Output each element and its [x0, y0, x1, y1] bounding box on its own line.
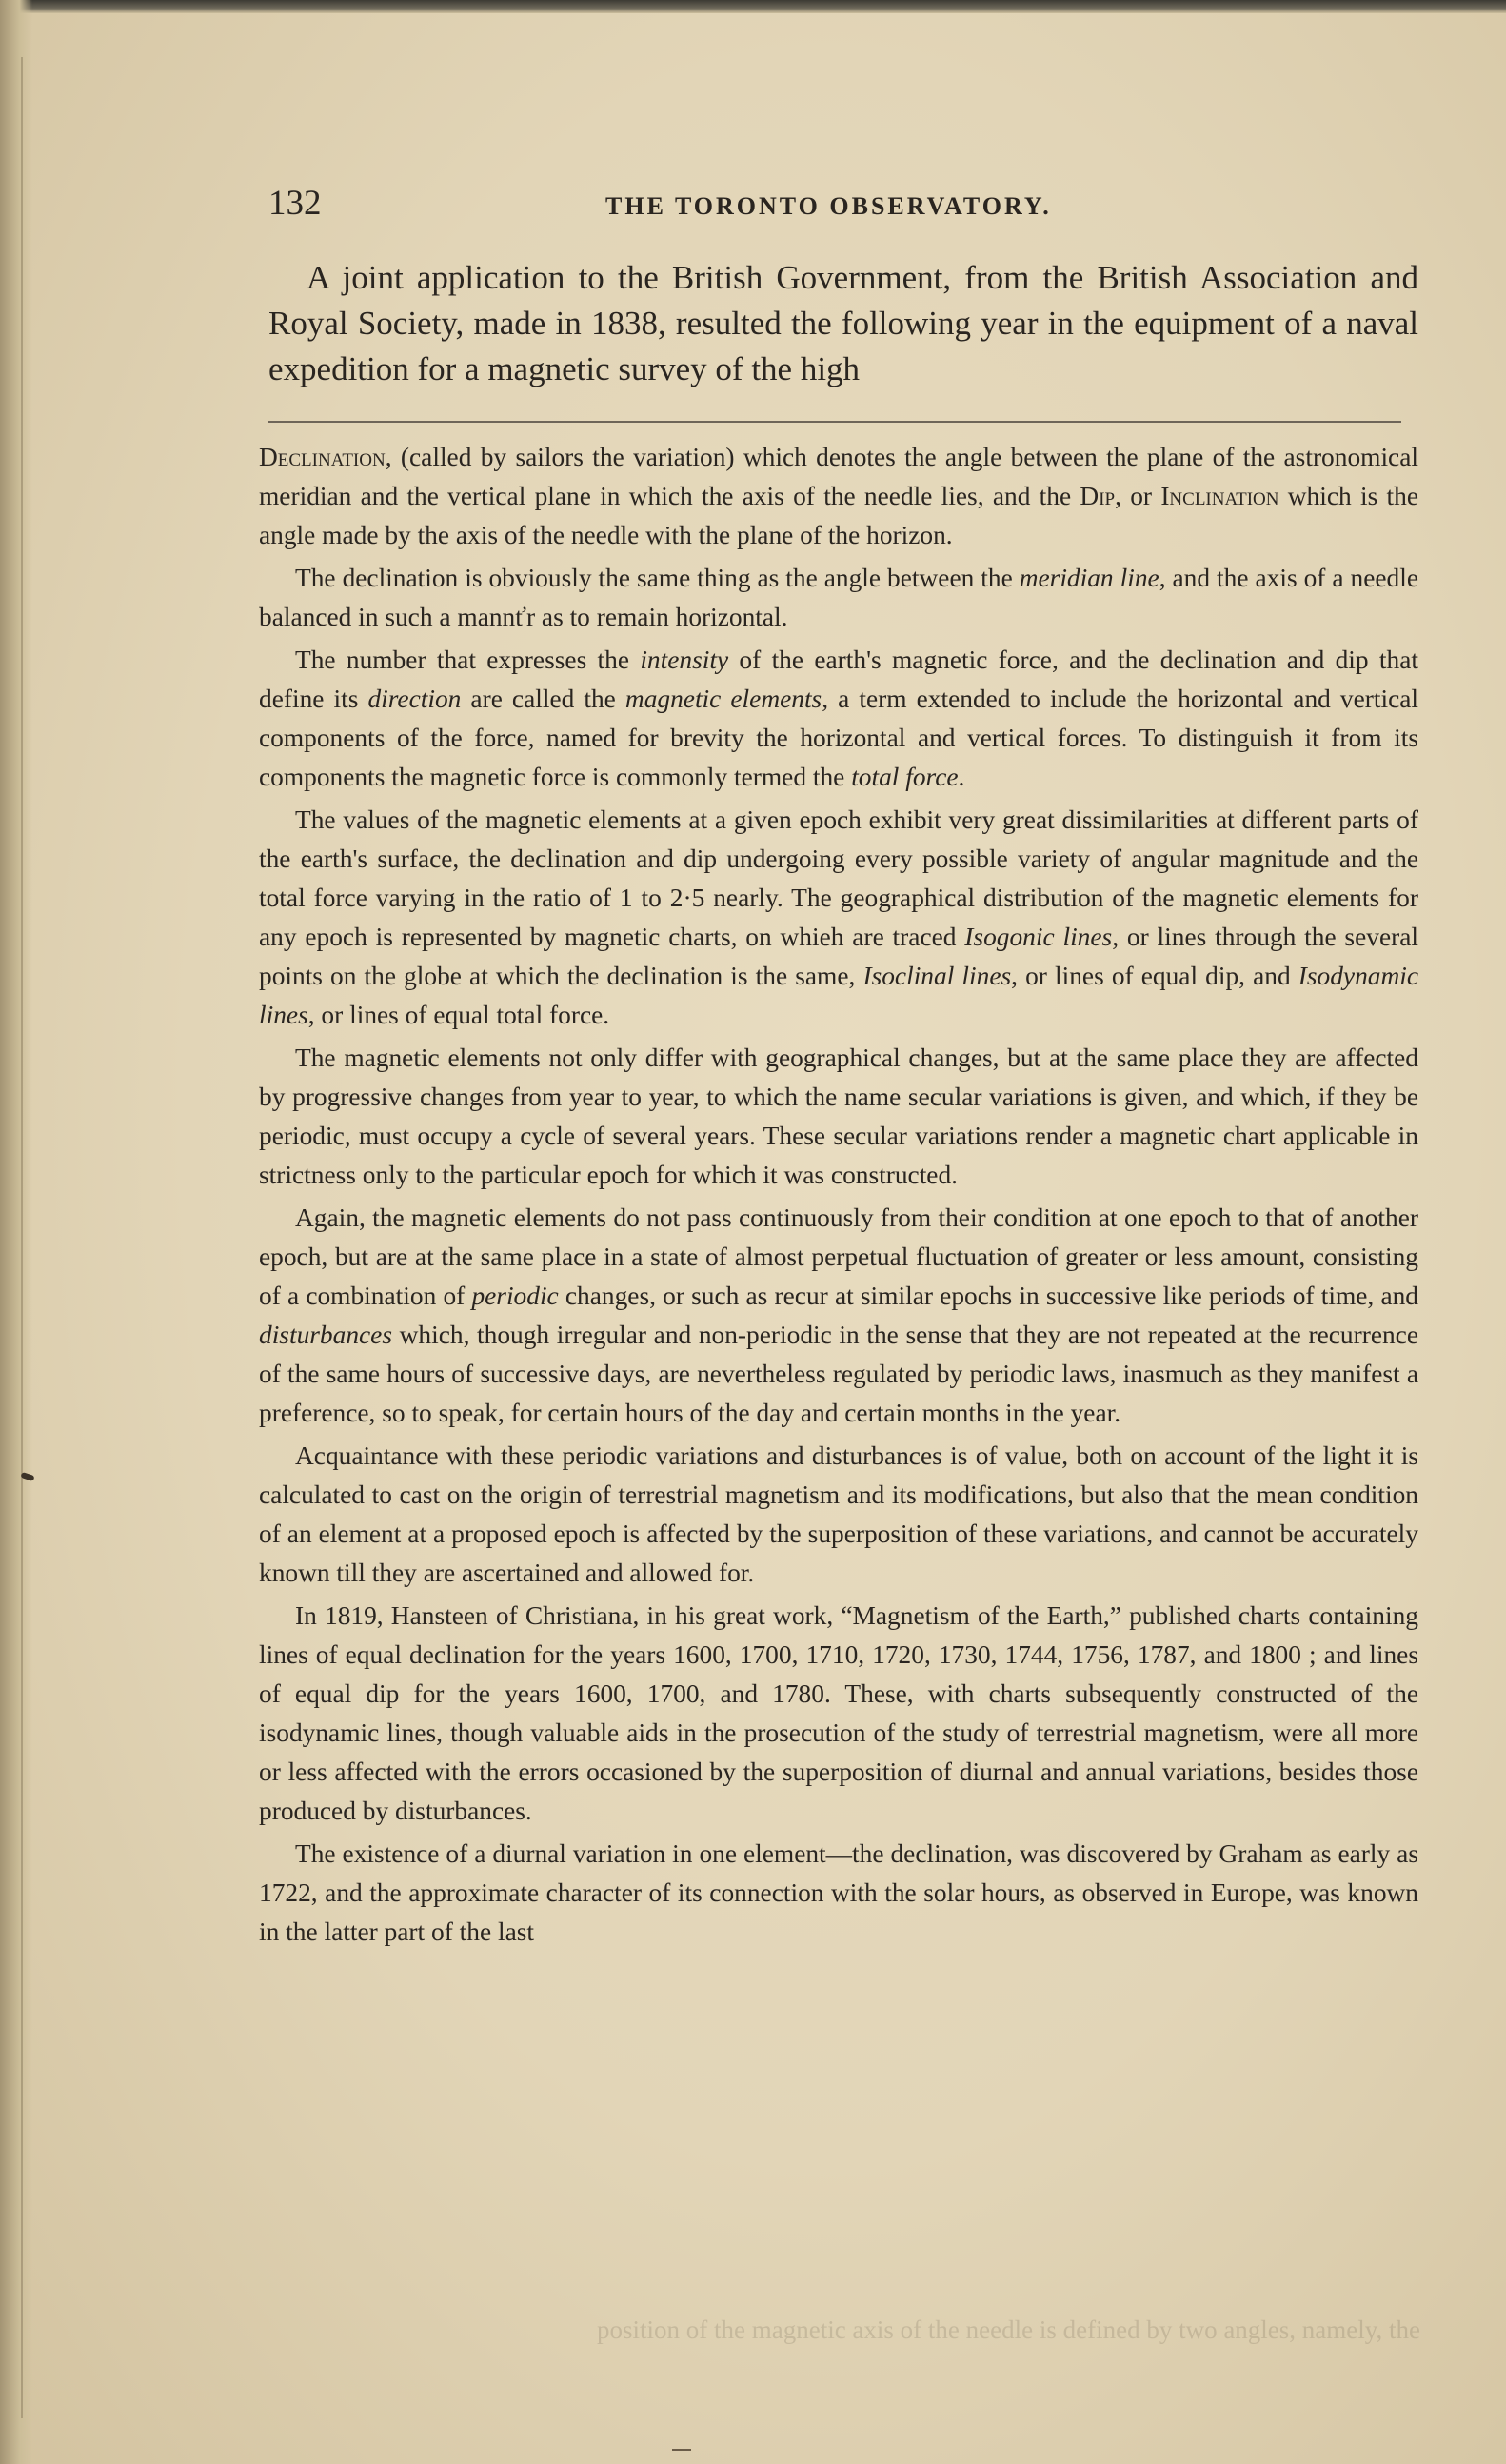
emphasis-total-force: total force — [851, 763, 959, 791]
binding-fold-line — [21, 57, 23, 2418]
note-paragraph-6: Again, the magnetic elements do not pass continuously from their condition at one epoch to that of another epoch, but are at the same place in a state of almost perpetual fluctuation of greater or less amount, consisting of a combination of periodic changes, or such as recur at similar epochs in successive like periods of time, and disturbances which, though irregular and non-periodic in the sense that they are not repeated at the recurrence of the same hours of successive days, are nevertheless regulated by periodic laws, inasmuch as they manifest a preference, so to speak, for certain hours of the day and certain months in the year. — [259, 1203, 1418, 1427]
note-paragraph-1: Declination, (called by sailors the variation) which denotes the angle between the plane of the astronomical meridian and the vertical plane in which the axis of the needle lies, and the Dip, or Inclination which is the angle made by the axis of the needle with the plane of the horizon. — [259, 443, 1418, 549]
emphasis-periodic: periodic — [471, 1282, 559, 1310]
ink-mark — [672, 2449, 691, 2451]
emphasis-isoclinal-lines: Isoclinal lines — [862, 962, 1012, 990]
emphasis-isodynamic-lines: Isodynamic lines — [259, 962, 1419, 1029]
emphasis-magnetic-elements: magnetic elements — [624, 685, 822, 713]
term-declination: Declination — [259, 443, 386, 471]
term-inclination: Inclination — [1160, 482, 1279, 510]
page-top-edge — [0, 0, 1506, 13]
emphasis-intensity: intensity — [640, 646, 729, 674]
emphasis-meridian-line: meridian line — [1019, 564, 1159, 592]
note-paragraph-9: The existence of a diurnal variation in one element—the declination, was discovered by Graham as early as 1722, and the approximate character of its connection with the solar hours, as observed in Europe, was known in the latter part of the last — [259, 1839, 1418, 1946]
note-paragraph-2: The declination is obviously the same thing as the angle between the meridian line, and the axis of a needle balanced in such a mannťr as to remain horizontal. — [259, 564, 1418, 631]
note-paragraph-5: The magnetic elements not only differ with geographical changes, but at the same place they are affected by progressive changes from year to year, to which the name secular variations is given, and which, if they be periodic, must occupy a cycle of several years. These secular variations render a magnetic chart applicable in strictness only to the particular epoch for which it was constructed. — [259, 1043, 1418, 1189]
main-paragraph: A joint application to the British Government, from the British Association and Royal Society, made in 1838, resulted the following year in the equipment of a naval expedition for a magnetic survey of the high — [268, 259, 1418, 387]
bleed-through-text: position of the magnetic axis of the needle is defined by two angles, namely, the — [596, 2315, 1420, 2344]
note-paragraph-3: The number that expresses the intensity of the earth's magnetic force, and the declination and dip that define its direction are called the magnetic elements, a term extended to include the horizontal and vertical components of the force, named for brevity the horizontal and vertical forces. To distinguish it from its components the magnetic force is commonly termed the total force. — [259, 646, 1419, 791]
note-paragraph-7: Acquaintance with these periodic variations and disturbances is of value, both on account of the light it is calculated to cast on the origin of terrestrial magnetism and its modifications, but also that the mean condition of an element at a proposed epoch is affected by the superposition of these variations, and cannot be accurately known till they are ascertained and allowed for. — [259, 1441, 1418, 1587]
note-paragraph-8: In 1819, Hansteen of Christiana, in his great work, “Magnetism of the Earth,” published charts containing lines of equal declination for the years 1600, 1700, 1710, 1720, 1730, 1744, 1756, 1787, and 1800 ; and lines of equal dip for the years 1600, 1700, and 1780. These, with charts subsequently constructed of the isodynamic lines, though valuable aids in the prosecution of the study of terrestrial magnetism, were all more or less affected with the errors occasioned by the superposition of diurnal and annual variations, besides those produced by disturbances. — [259, 1601, 1418, 1825]
emphasis-disturbances: disturbances — [259, 1321, 392, 1349]
binding-shadow — [0, 0, 32, 2464]
running-head: THE TORONTO OBSERVATORY. — [605, 192, 1052, 220]
term-dip: Dip — [1080, 482, 1116, 510]
page-number: 132 — [268, 184, 322, 223]
emphasis-isogonic-lines: Isogonic lines — [964, 923, 1113, 951]
emphasis-direction: direction — [367, 685, 462, 713]
note-paragraph-4: The values of the magnetic elements at a given epoch exhibit very great dissimilarities at different parts of the earth's surface, the declination and dip undergoing every possible variety of angular magnitude and the total force varying in the ratio of 1 to 2·5 nearly. The geographical distribution of the magnetic elements for any epoch is represented by magnetic charts, on whieh are traced Isogonic lines, or lines through the several points on the globe at which the declination is the same, Isoclinal lines, or lines of equal dip, and Isodynamic lines, or lines of equal total force. — [259, 805, 1419, 1029]
footnote-rule — [268, 421, 1401, 423]
footnote-block — [259, 438, 1418, 1956]
page-header — [268, 183, 1411, 221]
